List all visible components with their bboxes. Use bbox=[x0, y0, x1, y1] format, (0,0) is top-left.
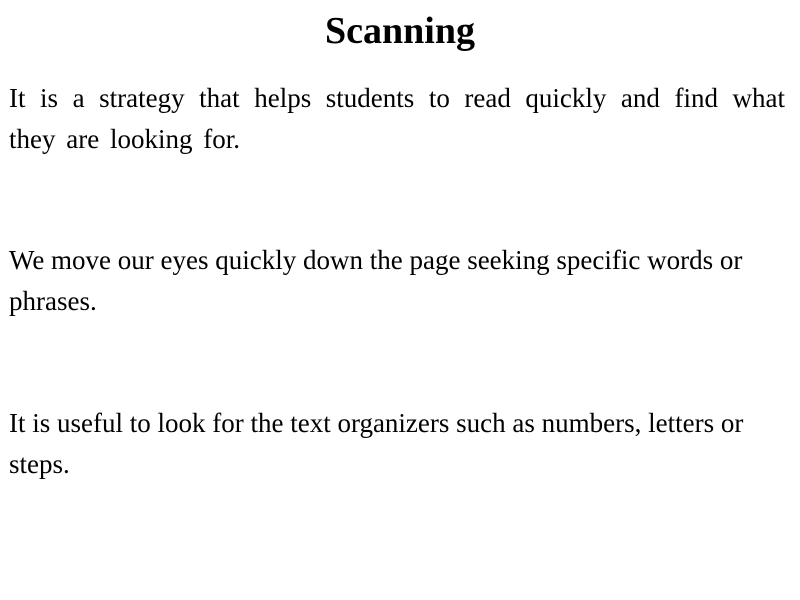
paragraph-eye-movement: We move our eyes quickly down the page seeking specific words or phrases. bbox=[9, 245, 743, 316]
slide-title: Scanning bbox=[325, 10, 475, 52]
paragraph-strategy-definition: It is a strategy that helps students to read quickly and find what they are looking for. bbox=[9, 83, 785, 154]
paragraph-text-organizers: It is useful to look for the text organizers such as numbers, letters or steps. bbox=[9, 408, 744, 479]
